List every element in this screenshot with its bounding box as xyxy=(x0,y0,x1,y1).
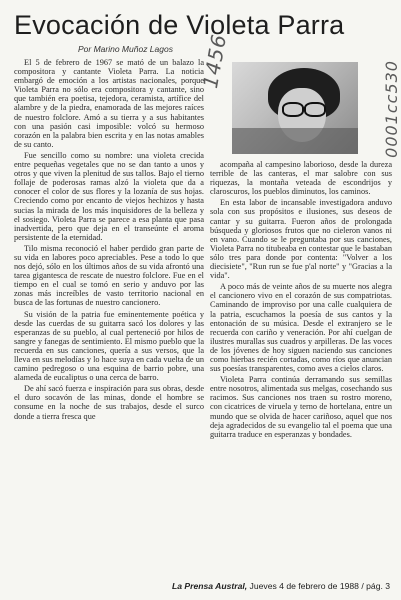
paragraph: Tilo misma reconoció el haber perdido gran parte de su vida en labores poco apreciables. Pese a todo lo que nos dejó, sólo en los últimos años de su vida afrontó una tarea gigantesca de rescate de nuestro folclore. Fue en el tiempo en el cual se tomó en serio y anduvo por las zonas más increíbles de vasto territorio nacional en busca de las fortunas de nuestro cancionero. xyxy=(14,243,204,308)
paragraph: De ahí sacó fuerza e inspiración para sus obras, desde el duro socavón de las minas, donde el hombre se consume en la noche de sus trabajos, desde el surco donde a tierra fresca que xyxy=(14,384,204,421)
page-number: / pág. 3 xyxy=(361,581,391,591)
article-column-2 xyxy=(210,160,392,441)
paragraph: Violeta Parra continúa derramando sus semillas entre nosotros, alimentada sus melgas, cosechando sus racimos. Sus canciones nos traen su rostro moreno, con cicatrices de viruela y terno de hortelana, entre un mundo que se olvida de hacer cariñoso, aquel que nos deja agradecidos de su evangelio tal el poema que una guitarra traduce en esperanzas y bondades. xyxy=(210,375,392,439)
paragraph: Fue sencillo como su nombre: una violeta crecida entre pequeñas vegetales que no se dan tanto a unos y otros y que viven la plenitud de sus tallos. Bajo el tierno follaje de poderosas ramas alzó la violeta que da a conocer el color de sus flores y la lozanía de sus hojas. Creciendo como por encanto de viejos hechizos y hasta sucias la mirada de los más inquisidores de la belleza y el sosiego. Violeta Parra se parece a esa planta que pasa inadvertida, pero que deja en el transeúnte el aroma persistente de la eternidad. xyxy=(14,150,204,242)
footer xyxy=(172,581,390,591)
paragraph: El 5 de febrero de 1967 se mató de un balazo la compositora y cantante Violeta Parra. La noticia embargó de emoción a los artistas nacionales, porque Violeta Parra no sólo era compositora y cantante, sino que también era poetisa, tejedora, ceramista, artífice del alambre y de la piedra, enamorada de las mejores raíces de nuestro folclore. Amó a su tierra y a sus habitantes con una pasión casi imposible: volcó su hermoso corazón en la palabra bien escrita y en las notas amables de su canto. xyxy=(14,58,204,149)
paragraph: Su visión de la patria fue eminentemente poética y desde las cuerdas de su guitarra sacó los dolores y las esperanzas de su pueblo, al cual perteneció por hilos de sangre y fanegas de sentimiento. El mismo pueblo que la recuerda en sus canciones, quería a sus versos, que la lleva en sus melodías y lo hace suya en cada vuelta de un camino pedregoso o una esquina de barrio pobre, una alameda de eucaliptus o una cerca de barro. xyxy=(14,309,204,383)
handwritten-note-left: 1456 xyxy=(198,31,232,91)
publication-date: Jueves 4 de febrero de 1988 xyxy=(249,581,359,591)
publication-name: La Prensa Austral, xyxy=(172,581,248,591)
byline: Por Marino Muñoz Lagos xyxy=(78,44,173,54)
paragraph: En esta labor de incansable investigadora anduvo sola con sus propósitos e ilusiones, sus deseos de cantar y su guitarra. Fueron años de prolongada búsqueda y gloriosos frutos que no cieleron vanos ni en vano. Cuando se le preguntaba por sus canciones, Violeta Parra no titubeaba en contestar que le bastaban sólo tres para donde por contenta: "Volver a los diecisiete", "Run run se fue p'al norte" y "Gracias a la vida". xyxy=(210,198,392,281)
paragraph: acompaña al campesino laborioso, desde la dureza terrible de las canteras, el mar salobre con sus riquezas, la montaña veteada de escondrijos y claroscuros, los pueblos diminutos, los caminos. xyxy=(210,160,392,197)
paragraph: A poco más de veinte años de su muerte nos alegra el cancionero vivo en el corazón de sus compatriotas. Caminando de improviso por una calle cualquiera de la patria, escuchamos la poesía de sus cantos y la entonación de su música. Desde el extranjero se le recuerda con cariño y veneración. Por ahí cuelgan de ilustres murallas sus cuadros y arpilleras. De las voces de los jóvenes de hoy siguen naciendo sus canciones como hierbas recién cortadas, como ríos que anuncian sus poesías transparentes, como aves a cielos claros. xyxy=(210,282,392,374)
portrait-photo xyxy=(232,62,358,154)
article-column-1 xyxy=(14,58,204,423)
handwritten-note-right: 0001cc530 xyxy=(382,60,401,158)
article-title: Evocación de Violeta Parra xyxy=(14,10,345,40)
